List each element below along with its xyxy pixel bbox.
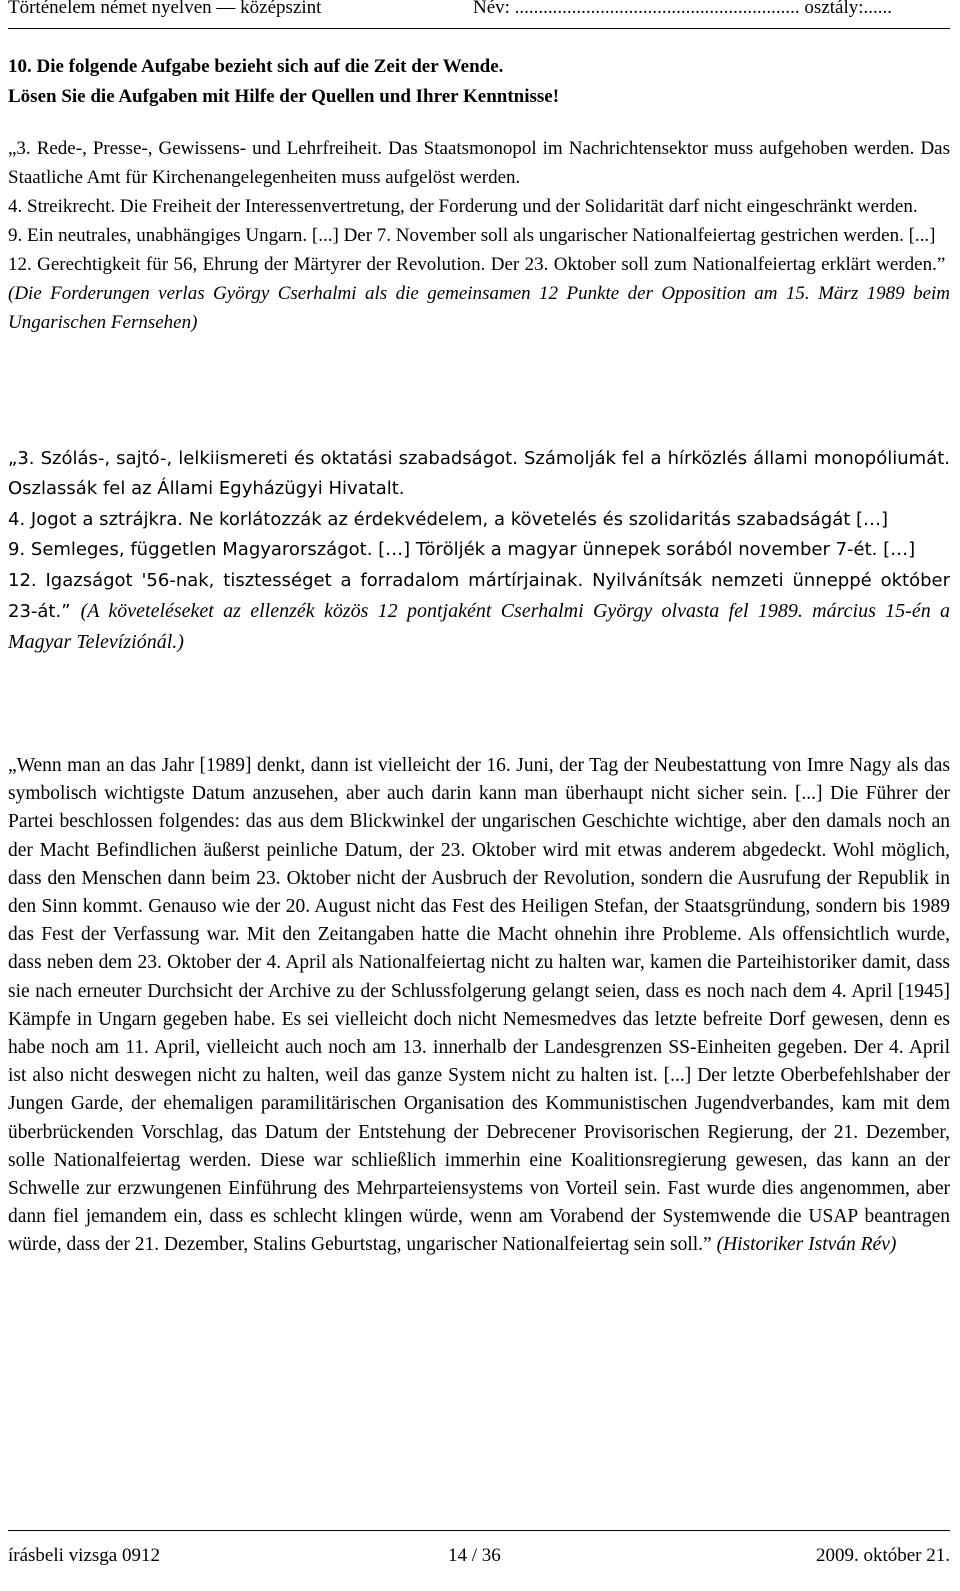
task-line-2: Lösen Sie die Aufgaben mit Hilfe der Quellen und Ihrer Kenntnisse!: [8, 86, 560, 107]
de-demand-4: 4. Streikrecht. Die Freiheit der Interessenvertretung, der Forderung und der Solidarität darf nicht eingeschränkt werden.: [8, 196, 918, 217]
source-german-demands: [8, 134, 950, 337]
source-hungarian-demands: [8, 444, 950, 659]
de-demand-12: [8, 250, 950, 337]
de-demand-12-text: 12. Gerechtigkeit für 56, Ehrung der Märtyrer der Revolution. Der 23. Oktober soll zum Nationalfeiertag erklärt werden.”: [8, 254, 946, 275]
task-line-1: 10. Die folgende Aufgabe bezieht sich auf die Zeit der Wende.: [8, 56, 504, 77]
task-instructions: [8, 52, 950, 112]
footer-page-number: 14 / 36: [448, 1545, 501, 1566]
hu-demand-12: [8, 566, 950, 659]
page-header: [8, 0, 950, 26]
hu-demand-3: „3. Szólás-, sajtó-, lelkiismereti és oktatási szabadságot. Számolják fel a hírközlés állami monopóliumát. Oszlassák fel az Állami Egyházügyi Hivatalt.: [8, 448, 950, 500]
header-subject: Történelem német nyelven — középszint: [8, 0, 322, 18]
de-demand-3: „3. Rede-, Presse-, Gewissens- und Lehrfreiheit. Das Staatsmonopol im Nachrichtensektor muss aufgehoben werden. Das Staatliche Amt für Kirchenangelegenheiten muss aufgelöst werden.: [8, 138, 950, 188]
footer-exam-code: írásbeli vizsga 0912: [8, 1545, 160, 1566]
de-demand-9: 9. Ein neutrales, unabhängiges Ungarn. [...] Der 7. November soll als ungarischer Nationalfeiertag gestrichen werden. [...]: [8, 225, 936, 246]
hu-demand-4: 4. Jogot a sztrájkra. Ne korlátozzák az érdekvédelem, a követelés és szolidaritás szabadságát […]: [8, 508, 889, 530]
quote-citation: (Historiker István Rév): [716, 1234, 897, 1256]
hu-demand-9: 9. Semleges, független Magyarországot. […] Töröljék a magyar ünnepek sorából november 7-ét. […]: [8, 539, 916, 561]
hu-demand-12-text: 12. Igazságot '56-nak, tisztességet a forradalom mártírjainak. Nyilvánítsák nemzeti ünneppé október 23-át.”: [8, 569, 950, 623]
footer-rule: [8, 1530, 950, 1531]
hu-demands-citation: (A követeléseket az ellenzék közös 12 pontjaként Cserhalmi György olvasta fel 1989. március 15-én a Magyar Televíziónál.): [8, 600, 950, 654]
quote-paragraph: [8, 752, 950, 1260]
footer-date: 2009. október 21.: [815, 1545, 950, 1566]
page-footer: [8, 1542, 950, 1572]
header-name-field: Név: ............................................................ osztály:......: [473, 0, 893, 18]
quote-text: „Wenn man an das Jahr [1989] denkt, dann ist vielleicht der 16. Juni, der Tag der Neubestattung von Imre Nagy als das symbolisch wichtigste Datum anzusehen, aber auch darin kann man überhaupt nicht sicher sein. [...] Die Führer der Partei beschlossen folgendes: das aus dem Blickwinkel der ungarischen Geschichte wichtige, aber den damals noch an der Macht Befindlichen äußerst peinliche Datum, der 23. Oktober wird mit etwas anderem abgedeckt. Wohl möglich, dass den Menschen dann beim 23. Oktober nicht der Ausbruch der Revolution, sondern die Ausrufung der Republik in den Sinn kommt. Genauso wie der 20. August nicht das Fest des Heiligen Stefan, der Staatsgründung, sondern bis 1989 das Fest der Verfassung war. Mit den Zeitangaben hatte die Macht ohnehin ihre Probleme. Als offensichtlich wurde, dass neben dem 23. Oktober der 4. April als Nationalfeiertag nicht zu halten war, kamen die Parteihistoriker damit, dass sie nach erneuter Durchsicht der Archive zu der Schlussfolgerung gelangt seien, dass es noch nach dem 4. April [1945] Kämpfe in Ungarn gegeben habe. Es sei vielleicht doch nicht Nemesmedves das letzte befreite Dorf gewesen, denn es habe noch am 11. April, vielleicht auch noch am 13. innerhalb der Landesgrenzen SS-Einheiten gegeben. Der 4. April ist also nicht deswegen nicht zu halten, weil das ganze System nicht zu halten ist. [...] Der letzte Oberbefehlshaber der Jungen Garde, der ehemaligen paramilitärischen Organisation des Kommunistischen Jugendverbandes, kam mit dem überbrückenden Vorschlag, das Datum der Entstehung der Debrecener Provisorischen Regierung, der 21. Dezember, solle Nationalfeiertag werden. Diese war schließlich immerhin eine Koalitionsregierung gewesen, das kann an der Schwelle zur erzwungenen Einführung des Mehrparteiensystems von Vorteil sein. Fast wurde dies angenommen, aber dann fiel jemandem ein, dass es schlecht klingen würde, wenn am Vorabend der Systemwende die USAP beantragen würde, dass der 21. Dezember, Stalins Geburtstag, ungarischer Nationalfeiertag sein soll.”: [8, 755, 950, 1256]
de-demands-citation: (Die Forderungen verlas György Cserhalmi als die gemeinsamen 12 Punkte der Opposition am 15. März 1989 beim Ungarischen Fernsehen): [8, 283, 950, 333]
header-rule: [8, 28, 950, 29]
historian-quote: [8, 752, 950, 1260]
